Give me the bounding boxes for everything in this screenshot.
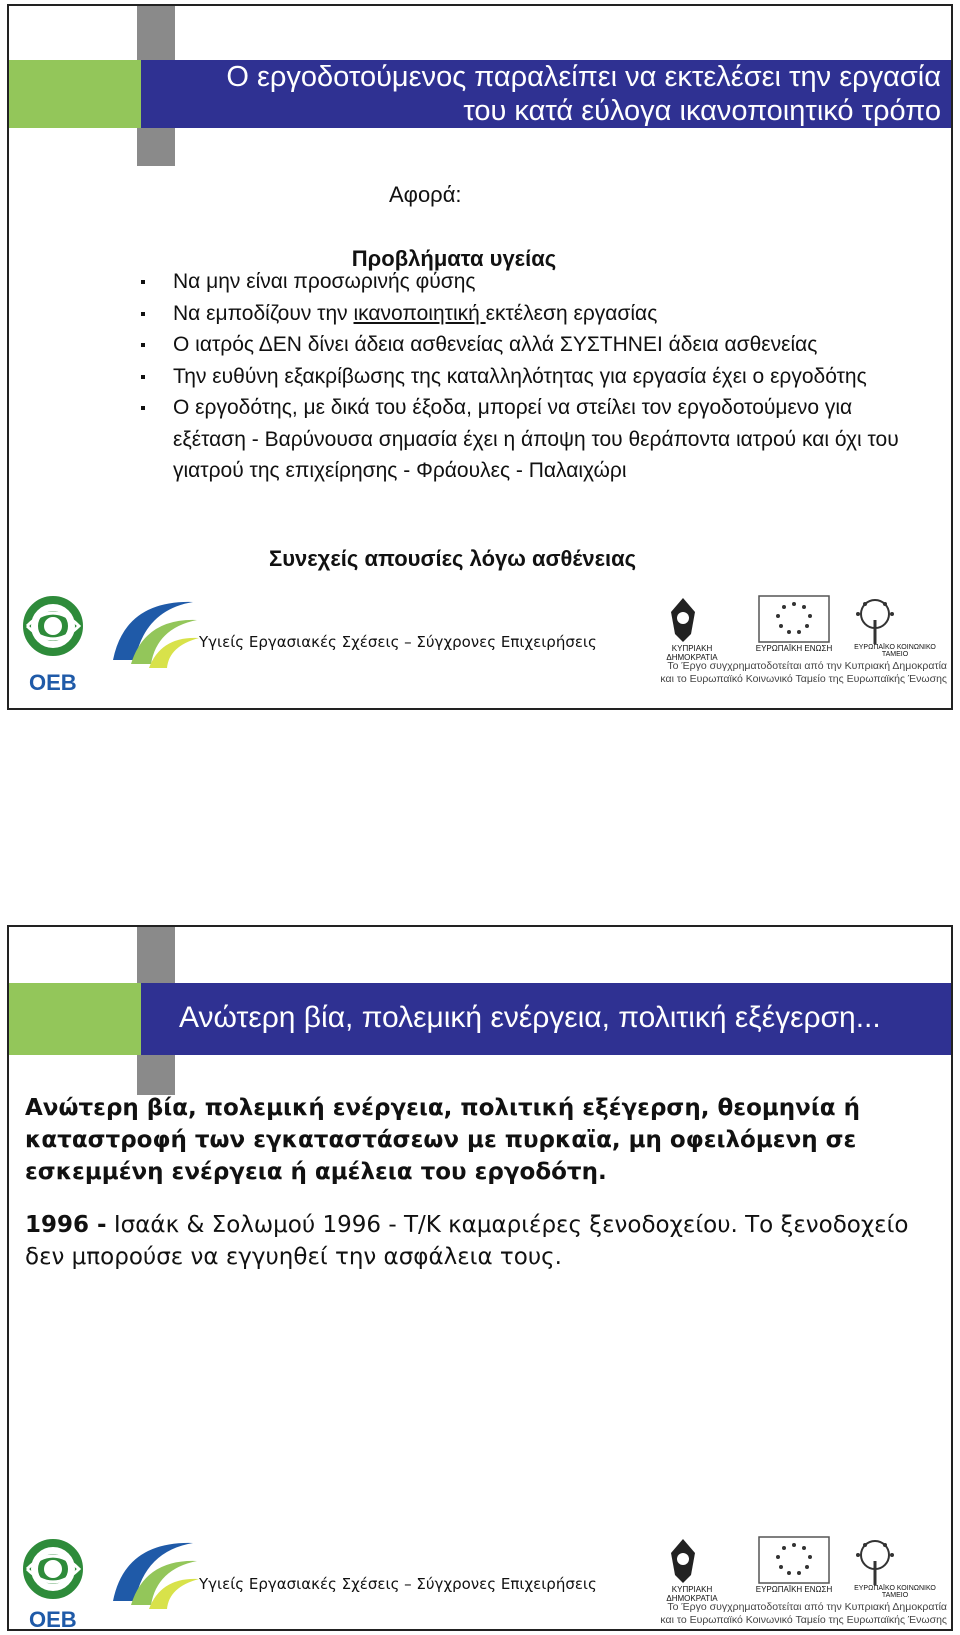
- swoosh-logo-icon: [105, 590, 201, 670]
- list-item: Ο εργοδότης, με δικά του έξοδα, μπορεί να στείλει τον εργοδοτούμενο για εξέταση - Βαρύνουσα σημασία έχει η άποψη του θεράποντα ιατρού και όχι του γιατρού της επιχείρησης - Φράουλες - Παλαιχώρι: [135, 392, 911, 487]
- green-accent-bar: [9, 60, 141, 128]
- emblem-label: ΕΥΡΩΠΑΪΚΗ ΕΝΩΣΗ: [755, 644, 833, 653]
- emblem-label: ΕΥΡΩΠΑΪΚΟ ΚΟΙΝΩΝΙΚΟ ΤΑΜΕΙΟ: [854, 1585, 936, 1599]
- footer-text: Υγιείς Εργασιακές Σχέσεις – Σύγχρονες Επιχειρήσεις: [199, 1575, 597, 1593]
- title-line-1: Ο εργοδοτούμενος παραλείπει να εκτελέσει την εργασία: [226, 61, 941, 93]
- section-heading-health: Προβλήματα υγείας: [351, 246, 557, 271]
- green-accent-bar: [9, 983, 141, 1055]
- afora-label: Αφορά:: [389, 182, 462, 207]
- oeb-logo-text: OEB: [29, 670, 77, 695]
- emblem-label: ΕΥΡΩΠΑΪΚΗ ΕΝΩΣΗ: [755, 1585, 833, 1594]
- emblem-label: ΚΥΠΡΙΑΚΗ ΔΗΜΟΚΡΑΤΙΑ: [666, 1585, 718, 1603]
- section-heading-absences: Συνεχείς απουσίες λόγω ασθένειας: [269, 546, 637, 571]
- cofunding-line-1: Το Έργο συγχρηματοδοτείται από την Κυπριακή Δημοκρατία: [667, 660, 947, 672]
- title-line: Ανώτερη βία, πολεμική ενέργεια, πολιτική εξέγερση...: [179, 1001, 881, 1034]
- slide-title: [141, 60, 951, 128]
- slide-title: [141, 983, 951, 1055]
- bullet-text: εκτέλεση εργασίας: [485, 301, 658, 325]
- funding-emblems: [647, 1533, 947, 1629]
- cofunding-line-2: και το Ευρωπαϊκό Κοινωνικό Ταμείο της Ευρωπαϊκής Ένωσης: [660, 673, 947, 685]
- bullet-text: Να εμποδίζουν την: [173, 301, 354, 325]
- bullet-list: [135, 266, 911, 487]
- list-item: Να μην είναι προσωρινής φύσης: [135, 266, 911, 298]
- list-item: Ο ιατρός ΔΕΝ δίνει άδεια ασθενείας αλλά ΣΥΣΤΗΝΕΙ άδεια ασθενείας: [135, 329, 911, 361]
- footer-text: Υγιείς Εργασιακές Σχέσεις – Σύγχρονες Επιχειρήσεις: [199, 633, 597, 651]
- case-text: Ισαάκ & Σολωμού 1996 - Τ/Κ καμαριέρες ξενοδοχείου. Το ξενοδοχείο δεν μπορούσε να εγγυηθεί την ασφάλεια τους.: [25, 1212, 909, 1270]
- title-line-2: του κατά εύλογα ικανοποιητικό τρόπο: [463, 95, 941, 127]
- slide-1: [7, 4, 953, 710]
- emblems-icon: [647, 592, 947, 652]
- oeb-logo-text: OEB: [29, 1607, 77, 1631]
- emblem-label: ΚΥΠΡΙΑΚΗ ΔΗΜΟΚΡΑΤΙΑ: [666, 644, 718, 662]
- bold-paragraph: Ανώτερη βία, πολεμική ενέργεια, πολιτική εξέγερση, θεομηνία ή καταστροφή των εγκαταστάσεων με πυρκαϊα, μη οφειλόμενη σε εσκεμμένη ενέργεια ή αμέλεια του εργοδότη.: [25, 1095, 860, 1185]
- cofunding-line-1: Το Έργο συγχρηματοδοτείται από την Κυπριακή Δημοκρατία: [667, 1601, 947, 1613]
- case-paragraph: [25, 1209, 921, 1273]
- emblem-label: ΕΥΡΩΠΑΪΚΟ ΚΟΙΝΩΝΙΚΟ ΤΑΜΕΙΟ: [854, 644, 936, 658]
- list-item: [135, 298, 911, 330]
- slide-2: [7, 925, 953, 1631]
- case-year: 1996 -: [25, 1212, 107, 1238]
- emblems-icon: [647, 1533, 947, 1593]
- cofunding-line-2: και το Ευρωπαϊκό Κοινωνικό Ταμείο της Ευρωπαϊκής Ένωσης: [660, 1614, 947, 1626]
- swoosh-logo-icon: [105, 1531, 201, 1611]
- list-item: Την ευθύνη εξακρίβωσης της καταλληλότητας για εργασία έχει ο εργοδότης: [135, 361, 911, 393]
- funding-emblems: [647, 592, 947, 688]
- underlined-word: ικανοποιητική: [353, 301, 486, 325]
